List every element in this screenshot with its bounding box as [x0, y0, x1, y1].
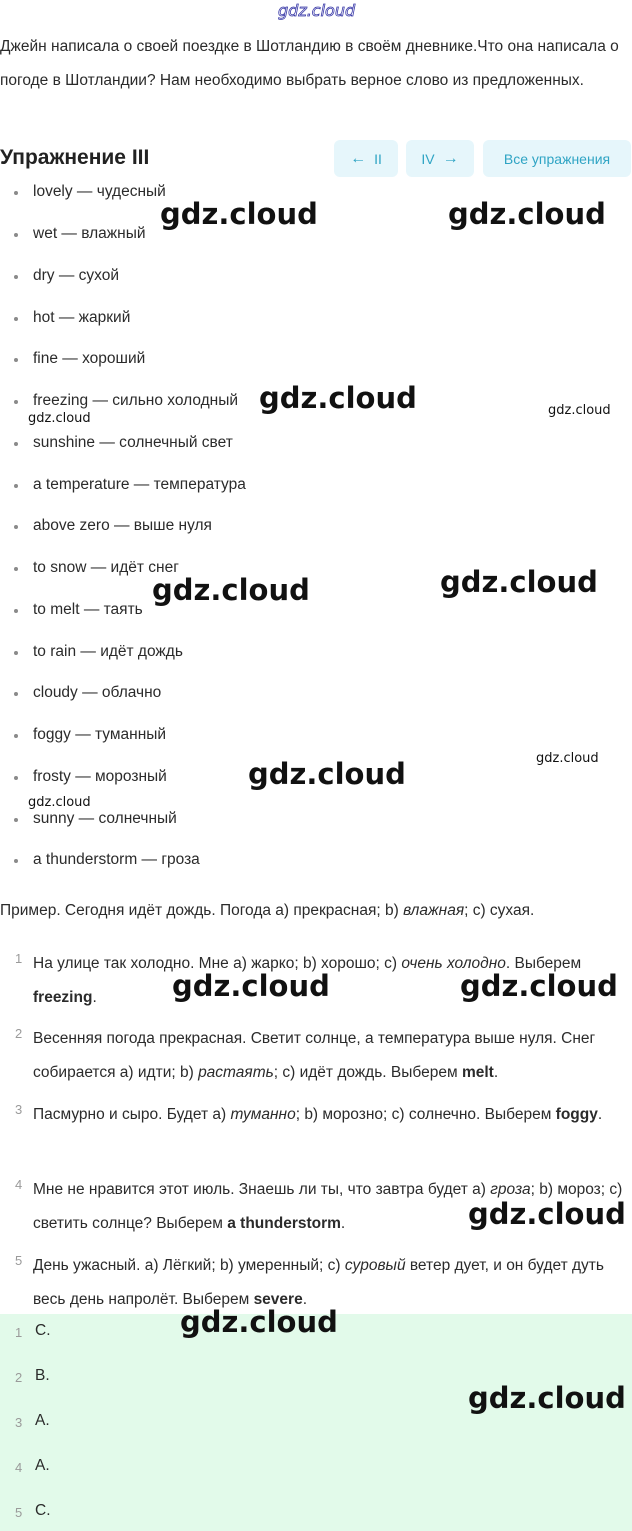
bullet-icon [14, 692, 18, 696]
watermark: gdz.cloud [440, 565, 598, 599]
watermark: gdz.cloud [448, 197, 606, 231]
task-number: 5 [15, 1253, 23, 1268]
watermark: gdz.cloud [468, 1197, 626, 1231]
watermark: gdz.cloud [172, 969, 330, 1003]
answer-value: A. [35, 1412, 50, 1429]
all-exercises-label: Все упражнения [503, 150, 611, 167]
bullet-icon [14, 609, 18, 613]
answer-number: 4 [15, 1460, 23, 1475]
task-text: Мне не нравится этот июль. Знаешь ли ты, что завтра будет a) гроза; b) мороз; c) светить солнце? Выберем a thunderstorm. [33, 1181, 623, 1232]
answer-item [0, 1457, 632, 1479]
task-number: 2 [15, 1026, 23, 1041]
task-text: День ужасный. a) Лёгкий; b) умеренный; c) суровый ветер дует, и он будет дуть весь день напролёт. Выберем severe. [33, 1257, 604, 1308]
bullet-icon [14, 233, 18, 237]
bullet-icon [14, 734, 18, 738]
watermark: gdz.cloud [468, 1381, 626, 1415]
next-exercise-label: IV [421, 150, 435, 167]
watermark: gdz.cloud [548, 403, 611, 418]
bullet-icon [14, 525, 18, 529]
answer-number: 5 [15, 1505, 23, 1520]
bullet-icon [14, 567, 18, 571]
bullet-icon [14, 442, 18, 446]
answer-value: A. [35, 1457, 50, 1474]
answer-value: B. [35, 1367, 50, 1384]
bullet-icon [14, 317, 18, 321]
prev-exercise-label: II [374, 150, 382, 167]
answers-block [0, 1314, 632, 1531]
answer-value: C. [35, 1502, 51, 1519]
arrow-left-icon: ← [350, 149, 367, 167]
bullet-icon [14, 191, 18, 195]
answer-item [0, 1412, 632, 1434]
bullet-icon [14, 776, 18, 780]
task-text: Пасмурно и сыро. Будет a) туманно; b) морозно; c) солнечно. Выберем foggy. [33, 1106, 603, 1123]
vocabulary-list: lovely — чудесный wet — влажный dry — сухой hot — жаркий fine — хороший freezing — сильно холодный sunshine — солнечный свет a temperature — температура above zero — выше нуля to snow — идёт снег to melt — таять to rain — идёт дождь cloudy — облачно foggy — туманный frosty — морозный sunny — солнечный a thunderstorm — гроза [0, 172, 632, 894]
task-number: 4 [15, 1177, 23, 1192]
watermark: gdz.cloud [248, 757, 406, 791]
bullet-icon [14, 818, 18, 822]
intro-text: Джейн написала о своей поездке в Шотландию в своём дневнике.Что она написала о погоде в Шотландии? Нам необходимо выбрать верное слово из предложенных. [0, 38, 619, 89]
task-number: 1 [15, 951, 23, 966]
bullet-icon [14, 358, 18, 362]
watermark: gdz.cloud [180, 1305, 338, 1339]
answer-number: 1 [15, 1325, 23, 1340]
bullet-icon [14, 275, 18, 279]
task-number: 3 [15, 1102, 23, 1117]
watermark: gdz.cloud [460, 969, 618, 1003]
watermark: gdz.cloud [28, 795, 91, 810]
watermark: gdz.cloud [536, 751, 599, 766]
watermark: gdz.cloud [28, 411, 91, 426]
example-text: Пример. Сегодня идёт дождь. Погода a) прекрасная; b) влажная; c) сухая. [0, 902, 535, 919]
task-text: Весенняя погода прекрасная. Светит солнце, а температура выше нуля. Снег собирается a) идти; b) растаять; c) идёт дождь. Выберем melt. [33, 1030, 596, 1081]
watermark: gdz.cloud [152, 573, 310, 607]
arrow-right-icon: → [442, 149, 459, 167]
answer-value: C. [35, 1322, 51, 1339]
task-text: На улице так холодно. Мне a) жарко; b) хорошо; c) очень холодно. Выберем freezing. [33, 955, 582, 1006]
watermark: gdz.cloud [259, 381, 417, 415]
answer-number: 3 [15, 1415, 23, 1430]
bullet-icon [14, 484, 18, 488]
page-title: Упражнение III [0, 146, 150, 169]
bullet-icon [14, 651, 18, 655]
bullet-icon [14, 859, 18, 863]
watermark-top: gdz.cloud [278, 1, 356, 20]
watermark: gdz.cloud [160, 197, 318, 231]
answer-number: 2 [15, 1370, 23, 1385]
answer-item [0, 1502, 632, 1524]
bullet-icon [14, 400, 18, 404]
